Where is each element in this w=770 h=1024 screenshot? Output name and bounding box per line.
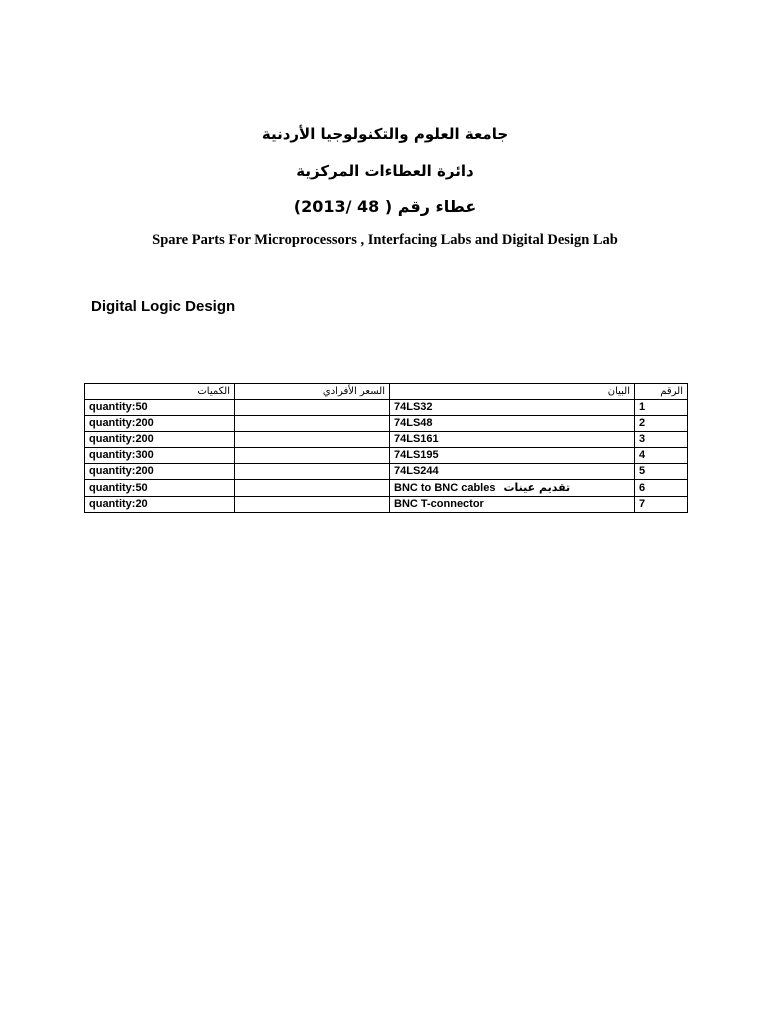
- description-text: 74LS48: [394, 417, 433, 429]
- description-text: BNC T-connector: [394, 498, 484, 510]
- description-cell: [390, 432, 635, 448]
- table-row: [85, 416, 688, 432]
- table-row: [85, 480, 688, 497]
- quantity-cell: quantity:200: [85, 416, 235, 432]
- number-cell: 5: [635, 464, 688, 480]
- description-note: تقديم عينات: [503, 481, 571, 494]
- quantity-cell: quantity:300: [85, 448, 235, 464]
- table-row: [85, 497, 688, 513]
- items-table: [84, 383, 688, 513]
- description-text: 74LS32: [394, 401, 433, 413]
- number-cell: 4: [635, 448, 688, 464]
- tender-number: عطاء رقم ( 48 /2013): [293, 197, 477, 216]
- header-unit-price: السعر الأفرادي: [235, 384, 390, 400]
- description-cell: [390, 400, 635, 416]
- number-cell: 3: [635, 432, 688, 448]
- unit-price-cell: [235, 416, 390, 432]
- unit-price-cell: [235, 480, 390, 497]
- university-name: جامعة العلوم والتكنولوجيا الأردنية: [261, 125, 509, 143]
- description-cell: [390, 497, 635, 513]
- section-title: Digital Logic Design: [91, 298, 236, 315]
- unit-price-cell: [235, 400, 390, 416]
- unit-price-cell: [235, 464, 390, 480]
- department-name: دائرة العطاءات المركزية: [296, 162, 474, 180]
- header-quantities: الكميات: [85, 384, 235, 400]
- document-subtitle: Spare Parts For Microprocessors , Interfacing Labs and Digital Design Lab: [152, 232, 618, 248]
- header-description: البيان: [390, 384, 635, 400]
- number-cell: 1: [635, 400, 688, 416]
- number-cell: 2: [635, 416, 688, 432]
- description-text: 74LS244: [394, 465, 439, 477]
- table-row: [85, 400, 688, 416]
- table-row: [85, 448, 688, 464]
- description-cell: [390, 416, 635, 432]
- quantity-cell: quantity:200: [85, 432, 235, 448]
- quantity-cell: quantity:200: [85, 464, 235, 480]
- description-cell: [390, 448, 635, 464]
- table-row: [85, 464, 688, 480]
- unit-price-cell: [235, 448, 390, 464]
- description-text: 74LS161: [394, 433, 439, 445]
- quantity-cell: quantity:50: [85, 480, 235, 497]
- description-text: 74LS195: [394, 449, 439, 461]
- description-text: BNC to BNC cables: [394, 482, 496, 494]
- header-number: الرقم: [635, 384, 688, 400]
- description-cell: [390, 480, 635, 497]
- table-header-row: [85, 384, 688, 400]
- number-cell: 7: [635, 497, 688, 513]
- table-row: [85, 432, 688, 448]
- description-cell: [390, 464, 635, 480]
- unit-price-cell: [235, 432, 390, 448]
- number-cell: 6: [635, 480, 688, 497]
- unit-price-cell: [235, 497, 390, 513]
- quantity-cell: quantity:50: [85, 400, 235, 416]
- quantity-cell: quantity:20: [85, 497, 235, 513]
